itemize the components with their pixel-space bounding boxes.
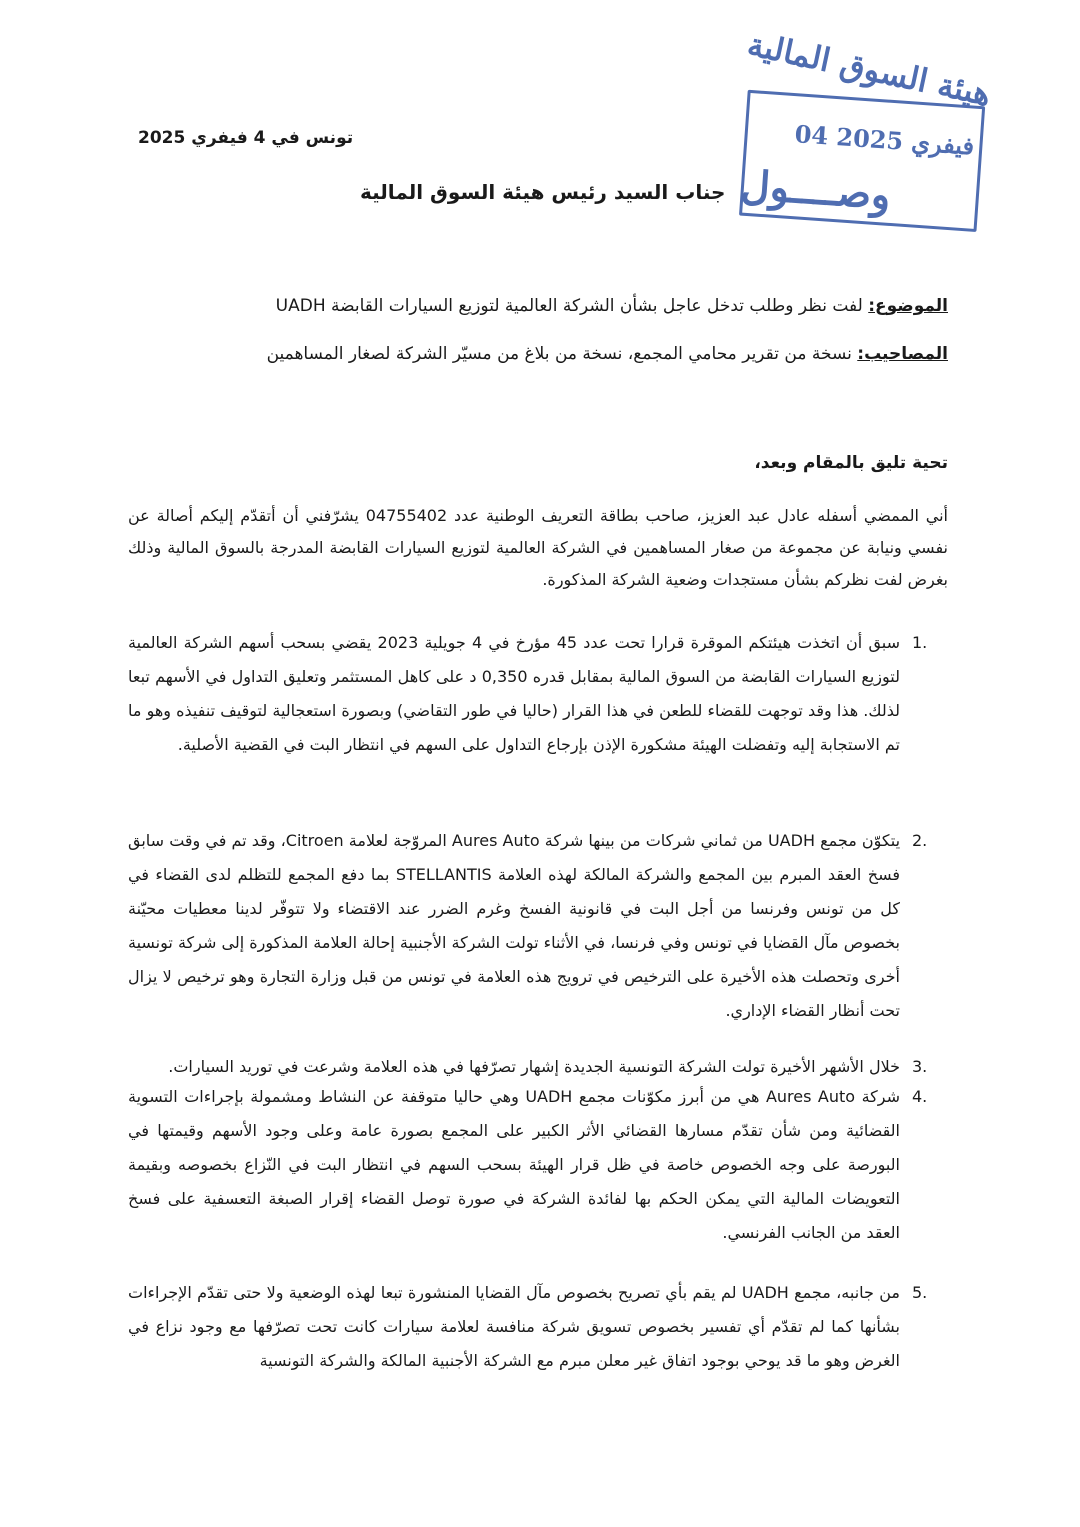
list-item <box>128 824 948 1050</box>
point-text: شركة Aures Auto هي من أبرز مكوّنات مجمع UADH وهي حاليا متوقفة عن النشاط ومشمولة بإجراءات التسوية القضائية ومن شأن تقدّم مسارها القضائي الأثر الكبير على المجمع بصورة عامة وعلى وجود الأسهم وقيمتها في البورصة على وجه الخصوص خاصة في ظل قرار الهيئة بسحب السهم في انتظار البت في النّزاع بخصوصه وبقيمة التعويضات المالية التي يمكن الحكم بها لفائدة الشركة في صورة توصل القضاء إقرار الصبغة التعسفية على فسخ العقد من الجانب الفرنسي. <box>128 1087 901 1242</box>
attachments-label: المصاحيب: <box>857 344 948 364</box>
reception-stamp <box>696 17 1032 279</box>
points-list <box>128 626 948 1378</box>
stamp-organization: هيئة السوق المالية <box>744 24 995 114</box>
point-number: 3. <box>912 1057 928 1076</box>
list-item <box>128 1080 948 1276</box>
point-text: سبق أن اتخذت هيئتكم الموقرة قرارا تحت عدد 45 مؤرخ في 4 جويلية 2023 يقضي بسحب أسهم الشركة العالمية لتوزيع السيارات القابضة من السوق المالية بمقابل قدره 0,350 د على كاهل المستثمر وتعليق التداول في الأسهم تبعا لذلك. هذا وقد توجهت للقضاء للطعن في هذا القرار (حاليا في طور التقاضي) وبصورة استعجالية لتوقيف تنفيذه وهو ما تم الاستجابة إليه وتفضلت الهيئة مشكورة الإذن بإرجاع التداول على السهم في انتظار البت في القضية الأصلية. <box>128 633 901 754</box>
point-number: 1. <box>912 633 928 652</box>
point-number: 2. <box>912 831 928 850</box>
intro-paragraph: أني الممضي أسفله عادل عبد العزيز، صاحب بطاقة التعريف الوطنية عدد 04755402 يشرّفني أن أتقدّم إليكم أصالة عن نفسي ونيابة عن مجموعة من صغار المساهمين في الشركة العالمية لتوزيع السيارات القابضة المدرجة بالسوق المالية وذلك بغرض لفت نظركم بشأن مستجدات وضعية الشركة المذكورة. <box>128 506 948 589</box>
list-item <box>128 1276 948 1378</box>
list-item <box>128 1050 948 1080</box>
point-text: خلال الأشهر الأخيرة تولت الشركة التونسية الجديدة إشهار تصرّفها في هذه العلامة وشرعت في توريد السيارات. <box>168 1057 900 1076</box>
subject-label: الموضوع: <box>868 296 948 316</box>
point-text: من جانبه، مجمع UADH لم يقم بأي تصريح بخصوص مآل القضايا المنشورة تبعا لهذه الوضعية ولا حتى تقدّم الإجراءات بشأنها كما لم تقدّم أي تفسير بخصوص تسويق شركة منافسة لعلامة سيارات كانت تحت تصرّفها مع وجود نزاع في الغرض وهو ما قد يوحي بوجود اتفاق غير معلن مبرم مع الشركة الأجنبية المالكة والشركة التونسية <box>128 1283 900 1370</box>
recipient-line: جناب السيد رئيس هيئة السوق المالية <box>360 180 726 204</box>
point-text: يتكوّن مجمع UADH من ثماني شركات من بينها شركة Aures Auto المروّجة لعلامة Citroen، وقد تم في وقت سابق فسخ العقد المبرم بين المجمع والشركة المالكة لهذه العلامة STELLANTIS بما دفع المجمع للتظلم لدى القضاء في كل من تونس وفرنسا من أجل البت في قانونية الفسخ وغرم الضرر عند الاقتضاء ولا تتوفّر لدينا معطيات محيّنة بخصوص مآل القضايا في تونس وفي فرنسا، في الأثناء تولت الشركة الأجنبية إحالة العلامة المذكورة إلى شركة تونسية أخرى وتحصلت هذه الأخيرة على الترخيص في ترويج هذه العلامة في تونس من قبل وزارة التجارة وهو ترخيص لا يزال تحت أنظار القضاء الإداري. <box>128 831 901 1020</box>
attachments-line <box>267 344 948 364</box>
stamp-received: وصــــول <box>739 161 893 219</box>
letter-date: تونس في 4 فيفري 2025 <box>138 128 354 148</box>
greeting: تحية تليق بالمقام وبعد، <box>754 453 948 473</box>
stamp-date: 04 فيفري 2025 <box>793 119 976 161</box>
list-item <box>128 626 948 824</box>
point-number: 4. <box>912 1087 928 1106</box>
subject-text: لفت نظر وطلب تدخل عاجل بشأن الشركة العالمية لتوزيع السيارات القابضة UADH <box>275 296 869 316</box>
attachments-text: نسخة من تقرير محامي المجمع، نسخة من بلاغ من مسيّر الشركة لصغار المساهمين <box>266 344 858 364</box>
point-number: 5. <box>912 1283 928 1302</box>
subject-line <box>276 296 948 316</box>
